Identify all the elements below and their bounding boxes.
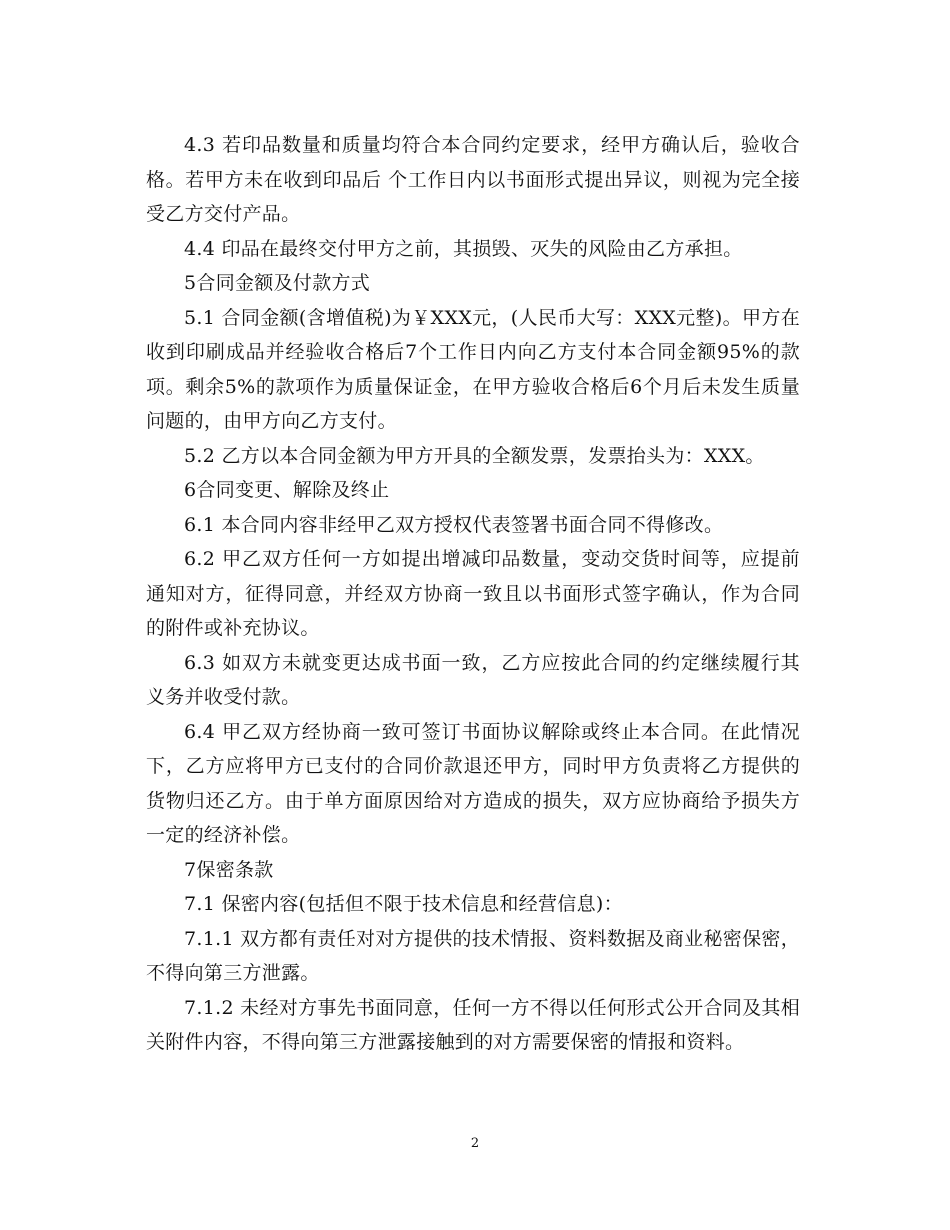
clause-7-1-2: 7.1.2 未经对方事先书面同意，任何一方不得以任何形式公开合同及其相关附件内容，不得向第三方泄露接触到的对方需要保密的情报和资料。 [146,996,800,1053]
clause-5-2: 5.2 乙方以本合同金额为甲方开具的全额发票，发票抬头为：XXX。 [184,444,765,467]
clause-7-1: 7.1 保密内容(包括但不限于技术信息和经营信息)： [184,893,623,915]
clause-6-4: 6.4 甲乙双方经协商一致可签订书面协议解除或终止本合同。在此情况下，乙方应将甲方已支付的合同价款退还甲方，同时甲方负责将乙方提供的货物归还乙方。由于单方面原因给对方造成的损失，双方应协商给予损失方一定的经济补偿。 [146,720,800,846]
clause-6-1: 6.1 本合同内容非经甲乙双方授权代表签署书面合同不得修改。 [184,513,724,536]
section-heading-5: 5合同金额及付款方式 [184,272,371,294]
clause-4-4: 4.4 印品在最终交付甲方之前，其损毁、灭失的风险由乙方承担。 [184,237,743,260]
clause-5-1: 5.1 合同金额(含增值税)为￥XXX元，(人民币大写：XXX元整)。甲方在收到印刷成品并经验收合格后7个工作日内向乙方支付本合同金额95%的款项。剩余5%的款项作为质量保证金，在甲方验收合格后6个月后未发生质量问题的，由甲方向乙方支付。 [146,306,800,432]
clause-4-3: 4.3 若印品数量和质量均符合本合同约定要求，经甲方确认后，验收合格。若甲方未在收到印品后 个工作日内以书面形式提出异议，则视为完全接受乙方交付产品。 [146,134,800,225]
clause-6-3: 6.3 如双方未就变更达成书面一致，乙方应按此合同的约定继续履行其义务并收受付款。 [146,651,800,708]
page-number: 2 [470,1136,480,1151]
section-heading-7: 7保密条款 [184,858,274,881]
clause-7-1-1: 7.1.1 双方都有责任对对方提供的技术情报、资料数据及商业秘密保密，不得向第三方泄露。 [146,927,800,984]
clause-6-2: 6.2 甲乙双方任何一方如提出增减印品数量，变动交货时间等，应提前通知对方，征得同意，并经双方协商一致且以书面形式签字确认，作为合同的附件或补充协议。 [146,548,800,639]
section-heading-6: 6合同变更、解除及终止 [184,479,390,501]
